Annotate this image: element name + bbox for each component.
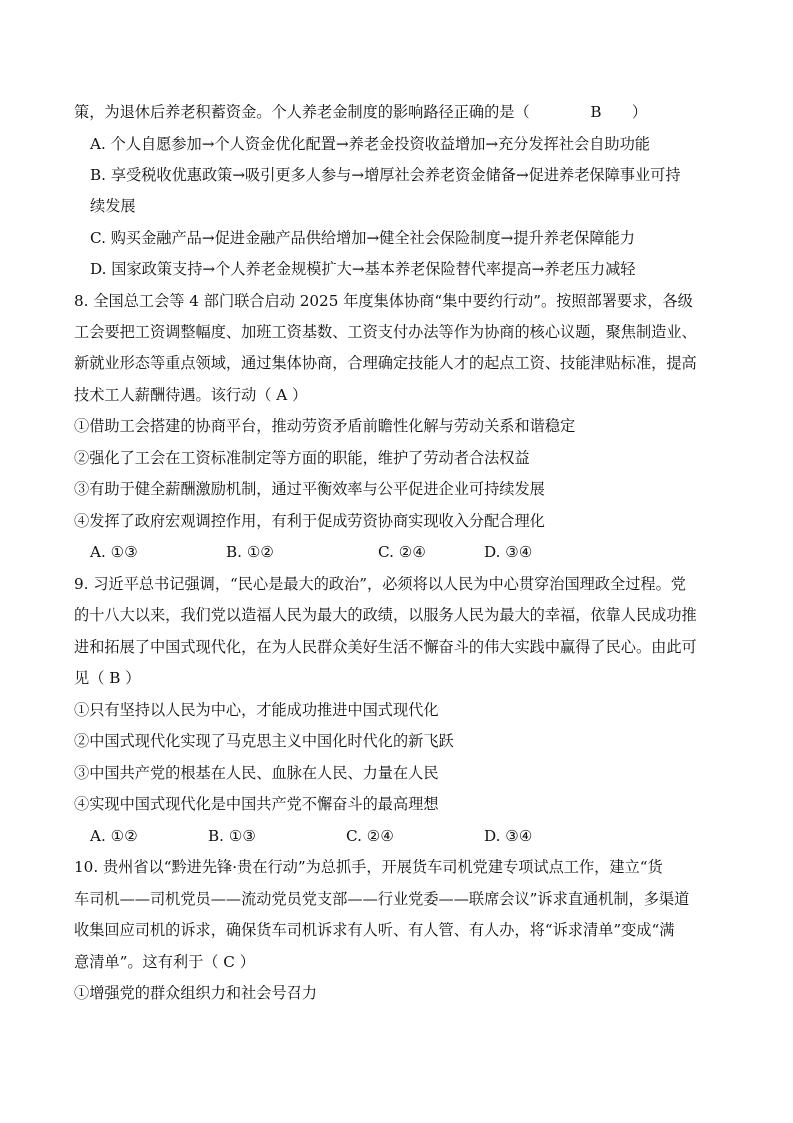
q7-option-b-line2: 续发展 (90, 197, 136, 215)
q8-stem-line3: 新就业形态等重点领域，通过集体协商，合理确定技能人才的起点工资、技能津贴标准，提高 (74, 354, 697, 372)
q8-option-b: B. ①② (226, 543, 275, 561)
q8-option-d: D. ③④ (484, 543, 533, 561)
q7-option-c: C. 购买金融产品→促进金融产品供给增加→健全社会保险制度→提升养老保障能力 (90, 229, 635, 247)
q9-option-b: B. ①③ (208, 827, 257, 845)
q9-stem-line4: 见（ B ） (74, 669, 141, 687)
q9-statement-4: ④实现中国式现代化是中国共产党不懈奋斗的最高理想 (74, 795, 439, 813)
q8-statement-1: ①借助工会搭建的协商平台，推动劳资矛盾前瞻性化解与劳动关系和谐稳定 (74, 417, 576, 435)
q8-stem-line2: 工会要把工资调整幅度、加班工资基数、工资支付办法等作为协商的核心议题，聚焦制造业、 (74, 323, 697, 341)
q8-statement-4: ④发挥了政府宏观调控作用，有利于促成劳资协商实现收入分配合理化 (74, 512, 545, 530)
q9-statement-1: ①只有坚持以人民为中心，才能成功推进中国式现代化 (74, 701, 439, 719)
q9-stem-line1: 9. 习近平总书记强调，“民心是最大的政治”，必须将以人民为中心贯穿治国理政全过程。党 (74, 575, 686, 593)
q9-option-c: C. ②④ (346, 827, 394, 845)
q7-option-d: D. 国家政策支持→个人养老金规模扩大→基本养老保险替代率提高→养老压力减轻 (90, 260, 636, 278)
q10-stem-line3: 收集回应司机的诉求，确保货车司机诉求有人听、有人管、有人办，将“诉求清单”变成“满 (74, 921, 675, 939)
q8-statement-3: ③有助于健全薪酬激励机制，通过平衡效率与公平促进企业可持续发展 (74, 480, 545, 498)
q10-stem-line1: 10. 贵州省以“黔进先锋·贵在行动”为总抓手，开展货车司机党建专项试点工作，建立“货 (74, 858, 663, 876)
q8-option-c: C. ②④ (378, 543, 426, 561)
q10-statement-1: ①增强党的群众组织力和社会号召力 (74, 984, 317, 1002)
q7-option-b-line1: B. 享受税收优惠政策→吸引更多人参与→增厚社会养老资金储备→促进养老保障事业可持 (90, 166, 681, 184)
q9-stem-line2: 的十八大以来，我们党以造福人民为最大的政绩，以服务人民为最大的幸福，依靠人民成功推 (74, 606, 697, 624)
q7-option-a: A. 个人自愿参加→个人资金优化配置→养老金投资收益增加→充分发挥社会自助功能 (90, 135, 650, 153)
q9-statement-3: ③中国共产党的根基在人民、血脉在人民、力量在人民 (74, 764, 439, 782)
q8-stem-line1: 8. 全国总工会等 4 部门联合启动 2025 年度集体协商“集中要约行动”。按照部署要求，各级 (74, 292, 693, 310)
q7-stem-tail: 策，为退休后养老积蓄资金。个人养老金制度的影响路径正确的是（ B ） (74, 103, 648, 121)
q9-option-a: A. ①② (90, 827, 138, 845)
q10-stem-line4: 意清单”。这有利于（ C ） (74, 953, 255, 971)
q8-statement-2: ②强化了工会在工资标准制定等方面的职能，维护了劳动者合法权益 (74, 449, 530, 467)
q8-option-a: A. ①③ (90, 543, 138, 561)
q8-stem-line4: 技术工人薪酬待遇。该行动（ A ） (74, 386, 308, 404)
q9-statement-2: ②中国式现代化实现了马克思主义中国化时代化的新飞跃 (74, 732, 454, 750)
q10-stem-line2: 车司机——司机党员——流动党员党支部——行业党委——联席会议”诉求直通机制，多渠道 (74, 890, 690, 908)
q9-stem-line3: 进和拓展了中国式现代化，在为人民群众美好生活不懈奋斗的伟大实践中赢得了民心。由此可 (74, 638, 697, 656)
q9-option-d: D. ③④ (484, 827, 533, 845)
